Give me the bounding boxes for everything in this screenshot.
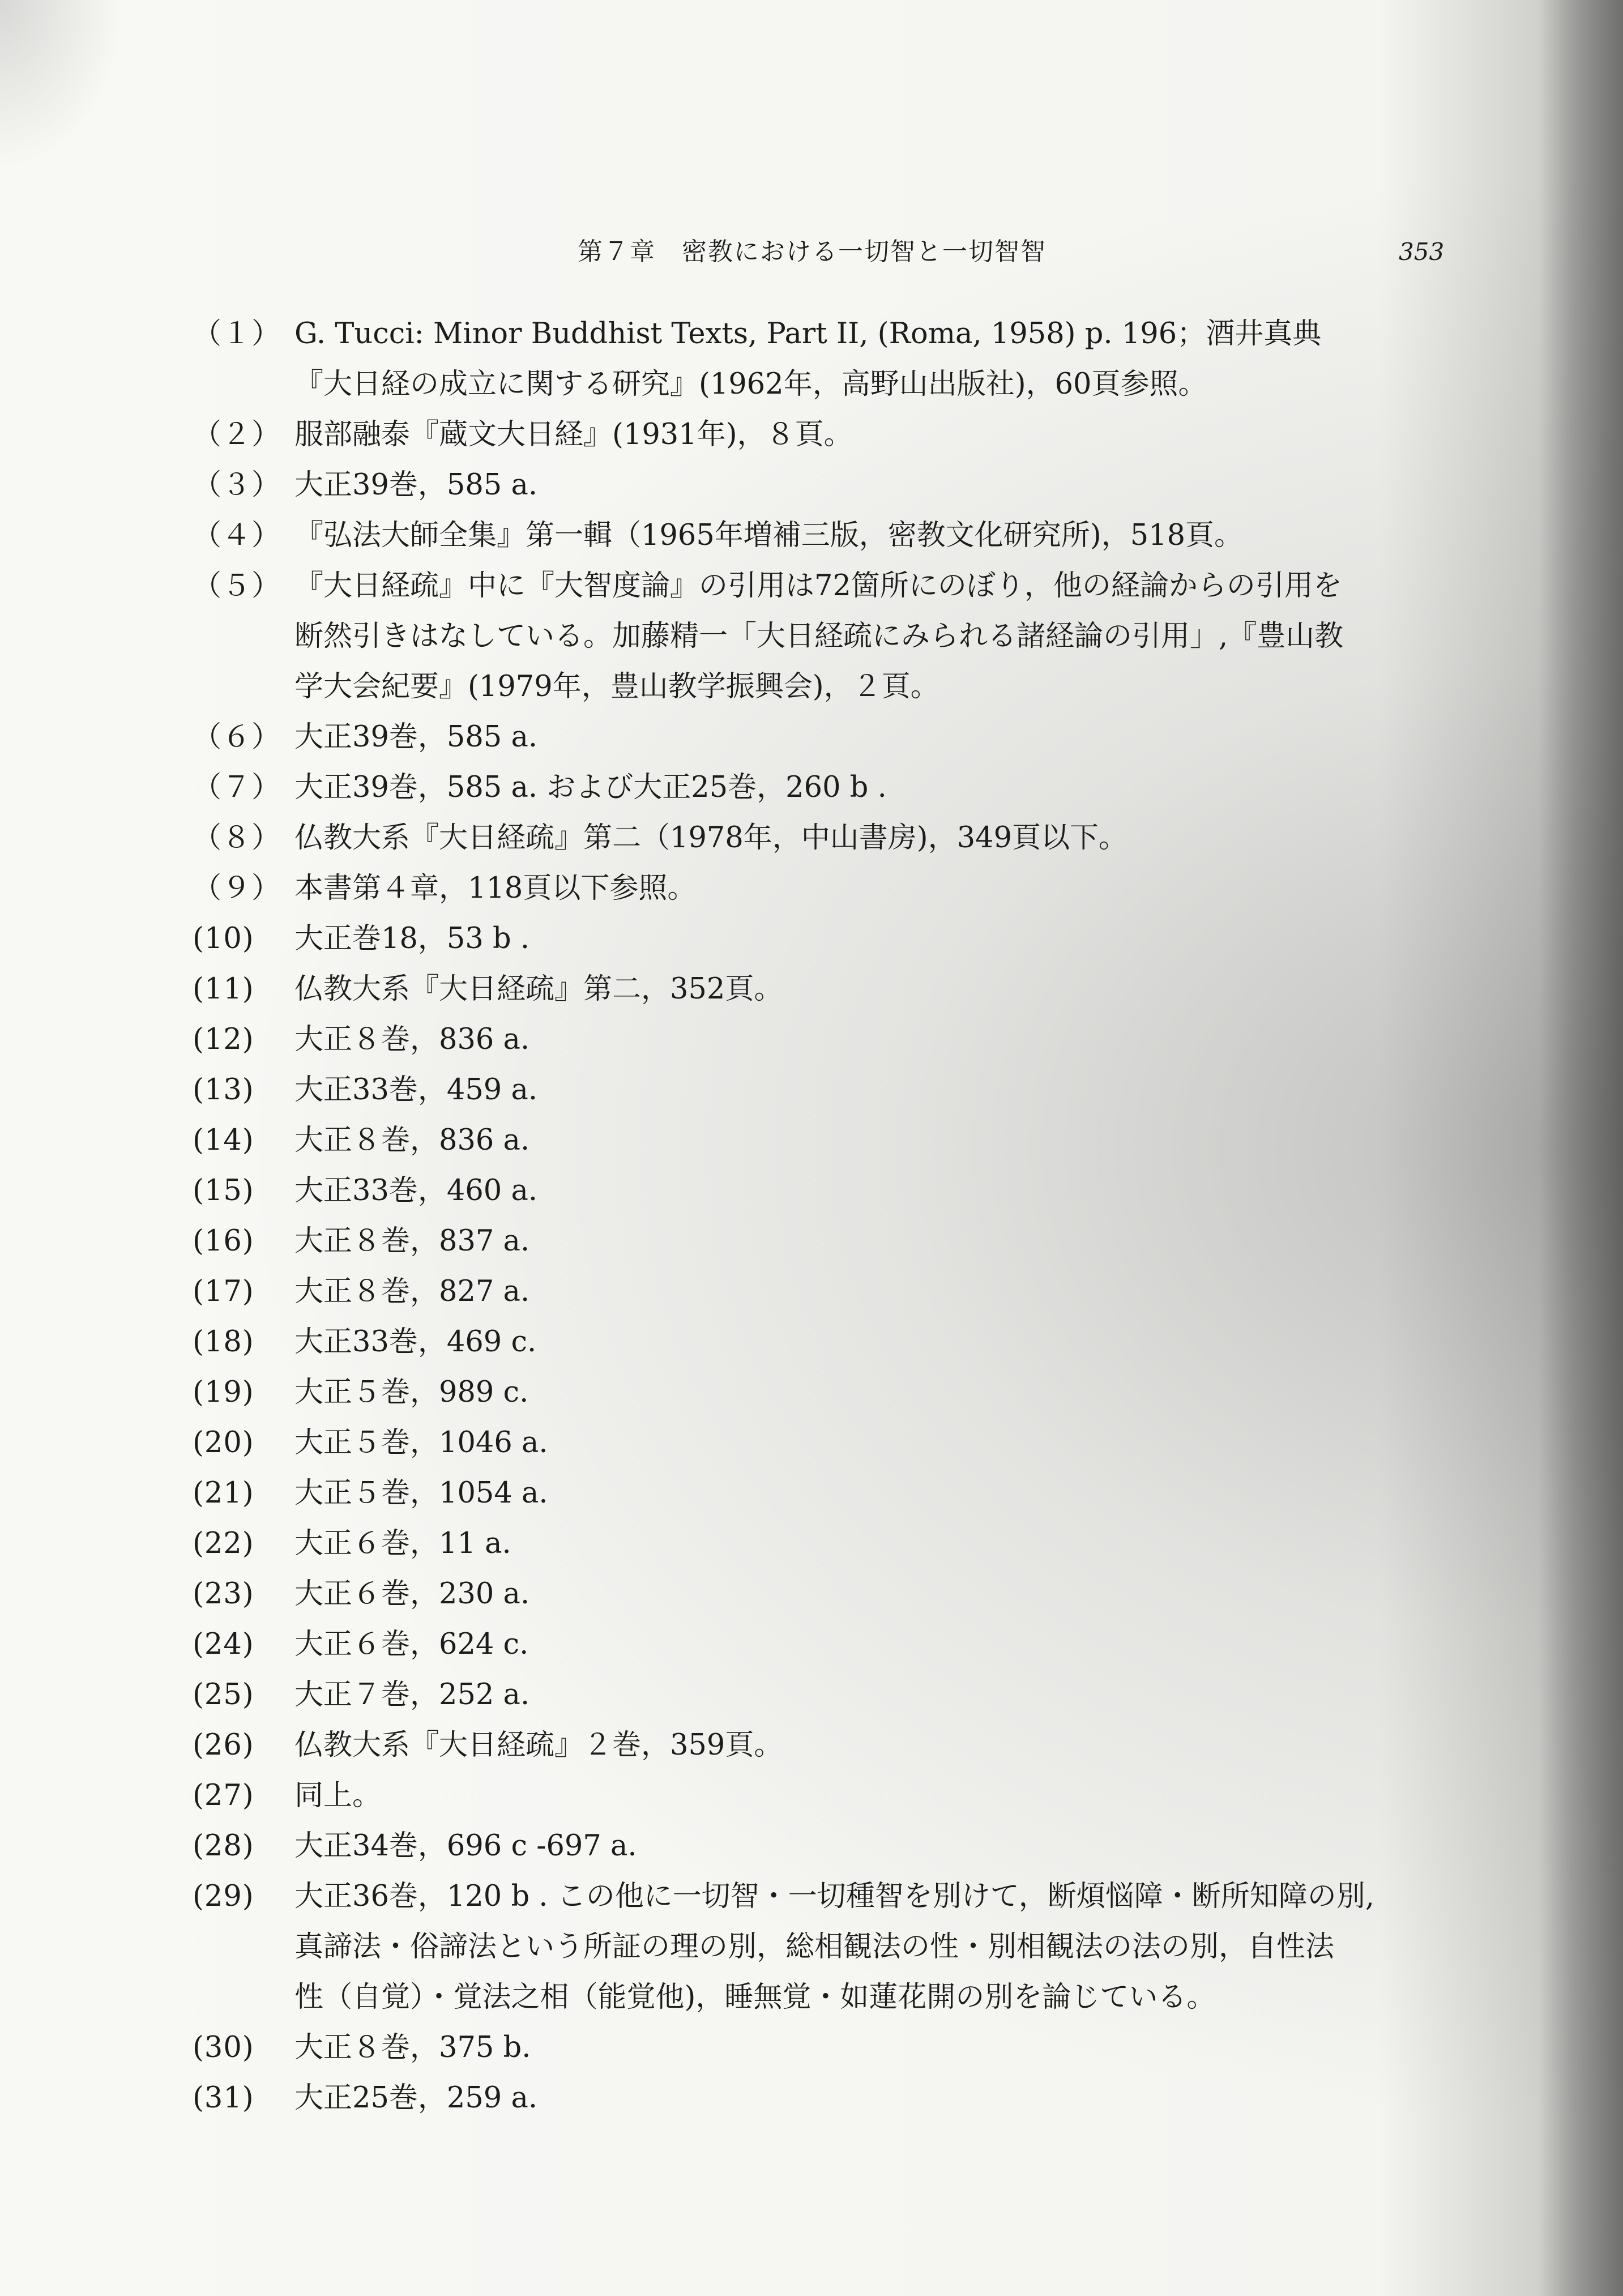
note-number: (21) [193, 1476, 254, 1510]
note-text: 『大日経疏』中に『大智度論』の引用は72箇所にのぼり，他の経論からの引用を 断然引きはなしている。加藤精一「大日経疏にみられる諸経論の引用」,『豊山教 学大会紀要』(1979年，豊山教学振興会)，２頁。 [294, 569, 1344, 703]
endnote-22 [193, 1518, 1495, 1569]
note-text: 大正33巻，459 a. [294, 1073, 538, 1107]
note-text: 大正巻18，53 b . [294, 922, 530, 955]
endnote-10 [193, 914, 1495, 964]
note-number: （８） [193, 821, 281, 855]
endnote-13 [193, 1065, 1495, 1115]
note-number: (20) [193, 1426, 254, 1459]
note-number: （６） [193, 720, 281, 754]
note-text: 同上。 [294, 1779, 382, 1812]
note-number: （４） [193, 519, 281, 552]
note-number: （２） [193, 418, 281, 451]
endnote-14 [193, 1115, 1495, 1166]
endnote-17 [193, 1266, 1495, 1317]
note-text: 大正６巻，230 a. [294, 1577, 530, 1611]
endnote-24 [193, 1619, 1495, 1670]
note-number: (27) [193, 1779, 254, 1812]
endnotes-list [193, 309, 1495, 2123]
note-number: (26) [193, 1729, 254, 1762]
note-number: (28) [193, 1829, 254, 1863]
note-text: 大正６巻，11 a. [294, 1527, 511, 1560]
note-text: 大正39巻，585 a. [294, 720, 538, 754]
endnote-6 [193, 712, 1495, 762]
note-text: 大正５巻，989 c. [294, 1376, 529, 1409]
note-number: (16) [193, 1224, 254, 1258]
endnote-3 [193, 460, 1495, 510]
note-number: (25) [193, 1678, 254, 1712]
note-number: (10) [193, 922, 254, 955]
note-text: 大正８巻，827 a. [294, 1275, 530, 1308]
note-text: 大正39巻，585 a. および大正25巻，260 b . [294, 771, 887, 804]
endnote-18 [193, 1317, 1495, 1367]
note-number: (24) [193, 1628, 254, 1661]
endnote-19 [193, 1367, 1495, 1418]
note-text: 大正８巻，375 b. [294, 2031, 531, 2064]
endnote-5 [193, 561, 1495, 712]
note-number: （９） [193, 872, 281, 905]
note-number: (31) [193, 2081, 254, 2115]
endnote-25 [193, 1670, 1495, 1720]
note-number: （５） [193, 569, 281, 603]
note-text: 仏教大系『大日経疏』第二，352頁。 [294, 972, 783, 1006]
note-text: 大正５巻，1054 a. [294, 1476, 548, 1510]
note-text: 仏教大系『大日経疏』２巻，359頁。 [294, 1729, 783, 1762]
note-number: (17) [193, 1275, 254, 1308]
note-number: (23) [193, 1577, 254, 1611]
page-number: 353 [1399, 238, 1445, 266]
endnote-1 [193, 309, 1495, 409]
page-edge-shadow [1538, 0, 1623, 2296]
endnote-4 [193, 510, 1495, 561]
note-text: 大正５巻，1046 a. [294, 1426, 548, 1459]
endnote-2 [193, 409, 1495, 460]
endnote-16 [193, 1216, 1495, 1266]
note-text: 大正36巻，120 b . この他に一切智・一切種智を別けて，断煩悩障・断所知障の別, 真諦法・俗諦法という所証の理の別，総相観法の性・別相観法の法の別，自性法 性（自覚）・覚法之相（能覚他)，睡無覚・如蓮花開の別を論じている。 [294, 1880, 1374, 2014]
endnote-15 [193, 1166, 1495, 1216]
note-text: 大正８巻，837 a. [294, 1224, 530, 1258]
note-text: 『弘法大師全集』第一輯（1965年増補三版，密教文化研究所)，518頁。 [294, 519, 1244, 552]
note-text: 大正33巻，469 c. [294, 1325, 537, 1359]
endnote-23 [193, 1569, 1495, 1619]
note-number: (30) [193, 2031, 254, 2064]
note-number: (15) [193, 1174, 254, 1207]
running-header: 第７章 密教における一切智と一切智智 [578, 237, 1047, 266]
endnote-27 [193, 1770, 1495, 1821]
note-text: 本書第４章，118頁以下参照。 [294, 872, 697, 905]
note-text: 服部融泰『蔵文大日経』(1931年)，８頁。 [294, 418, 853, 451]
note-number: （７） [193, 771, 281, 804]
endnote-26 [193, 1720, 1495, 1770]
endnote-8 [193, 813, 1495, 863]
note-number: （１） [193, 317, 281, 351]
note-text: 大正６巻，624 c. [294, 1628, 529, 1661]
endnote-30 [193, 2022, 1495, 2073]
note-number: (12) [193, 1023, 254, 1056]
endnote-11 [193, 964, 1495, 1014]
note-number: (29) [193, 1880, 254, 1913]
note-text: 仏教大系『大日経疏』第二（1978年，中山書房)，349頁以下。 [294, 821, 1128, 855]
note-text: 大正７巻，252 a. [294, 1678, 530, 1712]
endnote-9 [193, 863, 1495, 914]
endnote-21 [193, 1468, 1495, 1518]
note-number: (13) [193, 1073, 254, 1107]
endnote-20 [193, 1418, 1495, 1468]
note-text: G. Tucci: Minor Buddhist Texts, Part II, (Roma, 1958) p. 196；酒井真典 『大日経の成立に関する研究』(1962年，高野山出版社)，60頁参照。 [294, 317, 1322, 401]
note-number: (14) [193, 1124, 254, 1157]
scan-smudge [0, 0, 125, 170]
note-text: 大正39巻，585 a. [294, 468, 538, 502]
note-text: 大正34巻，696 c -697 a. [294, 1829, 637, 1863]
note-text: 大正８巻，836 a. [294, 1023, 530, 1056]
note-number: (18) [193, 1325, 254, 1359]
endnote-29 [193, 1871, 1495, 2022]
endnote-28 [193, 1821, 1495, 1871]
note-text: 大正25巻，259 a. [294, 2081, 538, 2115]
note-text: 大正33巻，460 a. [294, 1174, 538, 1207]
endnote-31 [193, 2073, 1495, 2123]
endnote-7 [193, 762, 1495, 813]
note-number: (19) [193, 1376, 254, 1409]
endnote-12 [193, 1014, 1495, 1065]
note-number: (22) [193, 1527, 254, 1560]
note-number: （３） [193, 468, 281, 502]
note-number: (11) [193, 972, 254, 1006]
note-text: 大正８巻，836 a. [294, 1124, 530, 1157]
